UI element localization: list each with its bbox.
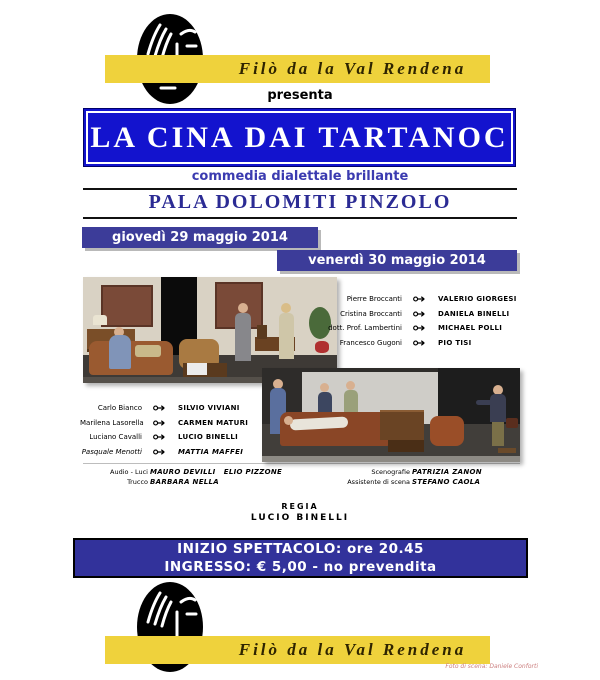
org-name-top: Filò da la Val Rendena [238, 59, 467, 78]
photo1-tapestry-left [101, 285, 153, 327]
photo2-floor-mat [498, 448, 516, 453]
crew-names: BARBARA NELLA [150, 478, 220, 486]
actor-name: MICHAEL POLLI [438, 324, 503, 333]
photo-credit: Foto di scena: Daniele Conforti [445, 663, 538, 670]
show-subtitle: commedia dialettale brillante [191, 169, 409, 184]
actor-name: DANIELA BINELLI [438, 309, 510, 318]
stage-photo-2 [262, 368, 520, 462]
divider-line-top [83, 188, 517, 190]
title-banner [83, 108, 516, 167]
character-name: Francesco Gugoni [339, 338, 402, 347]
key-arrow-icon [153, 434, 168, 440]
crew-role: Audio - Luci [110, 468, 148, 476]
crew-row [96, 478, 282, 488]
actor-name: CARMEN MATURI [178, 418, 249, 427]
crew-right-block [332, 468, 482, 488]
photo1-chair [257, 325, 267, 339]
date-banner-friday: venerdì 30 maggio 2014 [277, 250, 517, 271]
actor-name: VALERIO GIORGESI [438, 295, 517, 304]
character-name: Carlo Bianco [97, 404, 142, 413]
org-name-bottom: Filò da la Val Rendena [238, 640, 467, 659]
photo2-armchair [430, 416, 464, 446]
info-banner [73, 538, 528, 578]
crew-row [332, 468, 482, 478]
crew-names: PATRIZIA ZANON [412, 468, 482, 476]
photo1-coat-actress [279, 313, 294, 359]
actor-name: SILVIO VIVIANI [178, 404, 240, 413]
title-banner-inner [86, 111, 513, 164]
header-band [105, 55, 490, 83]
photo2-small-table [388, 440, 424, 452]
key-arrow-icon [153, 405, 168, 411]
actor-name: PIO TISI [438, 338, 472, 347]
character-name: Pasquale Menotti [81, 447, 142, 456]
photo2-actor4-legs [492, 422, 504, 446]
showtime-line: INIZIO SPETTACOLO: ore 20.45 [177, 541, 424, 557]
key-arrow-icon [413, 296, 428, 302]
photo1-seated-actor [109, 335, 131, 369]
character-name: Luciano Cavalli [89, 433, 142, 442]
character-name: dott. Prof. Lambertini [328, 324, 402, 333]
venue-name: PALA DOLOMITI PINZOLO [148, 191, 452, 213]
director-name: LUCIO BINELLI [250, 513, 350, 523]
key-arrow-icon [413, 340, 428, 346]
key-arrow-icon [413, 311, 428, 317]
photo1-suit-actor-head [238, 303, 248, 313]
cast-row [80, 416, 276, 431]
ticket-price-line: INGRESSO: € 5,00 - no prevendita [164, 559, 437, 575]
photo2-actor3-head [346, 381, 355, 390]
cast-row [320, 307, 532, 322]
footer-band [105, 636, 490, 664]
crew-row [332, 478, 482, 488]
divider-line-bottom [83, 217, 517, 219]
photo2-lying-actor-head [284, 416, 293, 425]
photo2-dresser [380, 410, 424, 440]
cast-list-right [320, 292, 532, 350]
cast-list-left [80, 401, 276, 459]
presents-label: presenta [267, 88, 333, 103]
character-name: Cristina Broccanti [340, 309, 402, 318]
cast-row [320, 321, 532, 336]
direction-label: REGIA [281, 502, 319, 511]
cast-row [80, 401, 276, 416]
cast-row [80, 445, 276, 460]
photo2-actor2-head [320, 383, 329, 392]
photo2-actor4 [490, 394, 506, 422]
cast-row [320, 336, 532, 351]
cast-row [80, 430, 276, 445]
photo1-suit-actor [235, 313, 251, 361]
photo2-briefcase [506, 418, 518, 428]
actor-name: LUCIO BINELLI [178, 433, 239, 442]
key-arrow-icon [153, 449, 168, 455]
date-banner-thursday: giovedì 29 maggio 2014 [82, 227, 318, 248]
crew-left-block [96, 468, 282, 488]
crew-names: STEFANO CAOLA [412, 478, 481, 486]
photo1-cushion [135, 345, 161, 357]
key-arrow-icon [413, 325, 428, 331]
crew-role: Scenografie [371, 468, 410, 476]
character-name: Pierre Broccanti [346, 295, 402, 304]
crew-row [96, 468, 282, 478]
crew-names: MAURO DEVILLI ELIO PIZZONE [150, 468, 283, 476]
actor-name: MATTIA MAFFEI [178, 447, 244, 456]
photo1-coat-actress-head [281, 303, 291, 313]
photo1-table-cloth [187, 363, 207, 375]
crew-divider [83, 463, 520, 464]
photo1-lamp [93, 315, 107, 325]
cast-row [320, 292, 532, 307]
crew-role: Assistente di scena [347, 478, 410, 486]
photo2-stage-front [262, 456, 520, 462]
key-arrow-icon [153, 420, 168, 426]
character-name: Marilena Lasorella [80, 418, 144, 427]
crew-role: Trucco [127, 478, 148, 486]
show-title: LA CINA DAI TARTANOC [90, 120, 509, 154]
